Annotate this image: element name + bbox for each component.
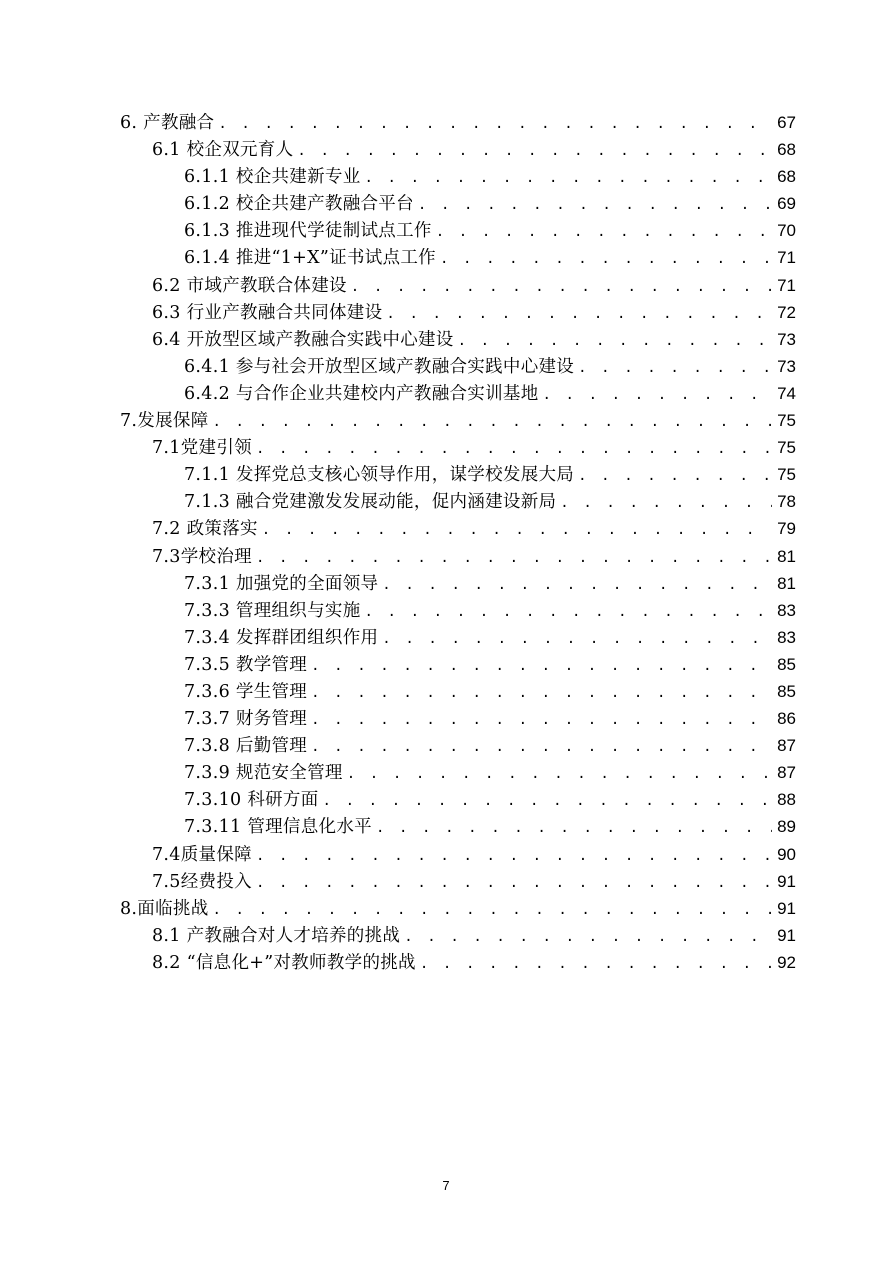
toc-entry[interactable] [0, 813, 892, 840]
toc-dot-leader [458, 328, 772, 355]
toc-entry-page: 70 [777, 221, 796, 241]
toc-dot-leader [218, 111, 772, 138]
toc-entry-page: 92 [777, 952, 796, 972]
toc-dot-leader [256, 870, 772, 897]
toc-dot-leader [351, 274, 772, 301]
toc-dot-leader [365, 599, 773, 626]
toc-entry[interactable] [0, 515, 892, 542]
toc-entry-page: 68 [777, 140, 796, 160]
toc-entry[interactable] [0, 868, 892, 895]
toc-dot-leader [420, 951, 772, 978]
toc-entry-title: 7.3.6 学生管理 [184, 681, 308, 702]
toc-dot-leader [256, 436, 772, 463]
toc-entry-title: 7.3.5 教学管理 [184, 654, 308, 675]
toc-entry[interactable] [0, 244, 892, 271]
toc-entry-title: 6.2 市域产教联合体建设 [152, 275, 347, 296]
toc-dot-leader [440, 246, 772, 273]
toc-entry[interactable] [0, 109, 892, 136]
toc-entry[interactable] [0, 841, 892, 868]
toc-entry-page: 75 [777, 438, 796, 458]
toc-entry-title: 7.3.10 科研方面 [184, 790, 319, 811]
toc-entry[interactable] [0, 380, 892, 407]
toc-dot-leader [382, 626, 772, 653]
toc-entry-page: 68 [777, 167, 796, 187]
toc-entry-title: 7.3.9 规范安全管理 [184, 763, 343, 784]
toc-entry[interactable] [0, 597, 892, 624]
toc-entry-page: 85 [777, 681, 796, 701]
toc-entry-page: 81 [777, 573, 796, 593]
toc-entry-title: 7.3.8 后勤管理 [184, 736, 308, 757]
toc-entry-title: 7.5经费投入 [152, 871, 252, 892]
toc-entry-title: 7.2 政策落实 [152, 519, 258, 540]
toc-entry-page: 86 [777, 709, 796, 729]
toc-dot-leader [365, 165, 773, 192]
toc-entry[interactable] [0, 272, 892, 299]
toc-entry-title: 6. 产教融合 [120, 113, 215, 133]
toc-entry[interactable] [0, 732, 892, 759]
toc-entry-page: 71 [777, 275, 796, 295]
toc-entry-title: 7.3学校治理 [152, 546, 252, 567]
toc-entry-page: 83 [777, 600, 796, 620]
toc-entry-title: 7.3.11 管理信息化水平 [184, 817, 372, 838]
toc-entry[interactable] [0, 461, 892, 488]
toc-entry[interactable] [0, 163, 892, 190]
toc-entry-page: 91 [777, 898, 796, 918]
toc-entry[interactable] [0, 136, 892, 163]
toc-entry-title: 6.1 校企双元育人 [152, 140, 294, 161]
toc-entry-title: 8.2 “信息化+”对教师教学的挑战 [152, 952, 416, 973]
toc-entry-page: 67 [777, 113, 796, 132]
toc-dot-leader [376, 815, 772, 842]
toc-dot-leader [213, 409, 773, 436]
toc-entry-title: 7.4质量保障 [152, 844, 252, 865]
toc-entry-title: 7.3.7 财务管理 [184, 709, 308, 730]
toc-entry-title: 6.4.2 与合作企业共建校内产教融合实训基地 [184, 383, 539, 404]
toc-dot-leader [404, 924, 772, 951]
toc-entry[interactable] [0, 949, 892, 976]
toc-dot-leader [382, 572, 772, 599]
toc-entry[interactable] [0, 299, 892, 326]
toc-entry[interactable] [0, 217, 892, 244]
toc-dot-leader [311, 680, 772, 707]
toc-entry[interactable] [0, 488, 892, 515]
toc-entry[interactable] [0, 570, 892, 597]
toc-entry-title: 6.1.4 推进“1+X”证书试点工作 [184, 248, 436, 269]
toc-entry-page: 75 [777, 465, 796, 485]
toc-entry-title: 6.4 开放型区域产教融合实践中心建设 [152, 329, 454, 350]
toc-dot-leader [262, 517, 772, 544]
toc-entry-page: 87 [777, 736, 796, 756]
toc-entry-page: 74 [777, 383, 796, 403]
toc-dot-leader [436, 219, 772, 246]
toc-entry[interactable] [0, 651, 892, 678]
toc-entry[interactable] [0, 326, 892, 353]
toc-dot-leader [347, 761, 772, 788]
toc-entry[interactable] [0, 759, 892, 786]
toc-entry-title: 6.1.3 推进现代学徒制试点工作 [184, 221, 432, 242]
toc-entry-title: 6.1.2 校企共建产教融合平台 [184, 194, 414, 215]
toc-entry-title: 7.3.4 发挥群团组织作用 [184, 627, 379, 648]
toc-dot-leader [297, 138, 772, 165]
toc-entry[interactable] [0, 624, 892, 651]
toc-entry[interactable] [0, 895, 892, 922]
toc-dot-leader [418, 192, 772, 219]
toc-entry[interactable] [0, 543, 892, 570]
toc-entry-page: 75 [777, 411, 796, 431]
toc-dot-leader [578, 355, 772, 382]
toc-entry-title: 6.4.1 参与社会开放型区域产教融合实践中心建设 [184, 356, 575, 377]
toc-entry-title: 7.3.1 加强党的全面领导 [184, 573, 379, 594]
toc-entry[interactable] [0, 434, 892, 461]
toc-entry-page: 83 [777, 627, 796, 647]
toc-dot-leader [578, 463, 772, 490]
toc-entry-title: 7.3.3 管理组织与实施 [184, 600, 361, 621]
toc-entry-page: 90 [777, 844, 796, 864]
toc-entry-page: 69 [777, 194, 796, 214]
toc-dot-leader [323, 788, 772, 815]
toc-entry[interactable] [0, 353, 892, 380]
toc-entry-page: 89 [777, 817, 796, 837]
toc-entry-title: 8.1 产教融合对人才培养的挑战 [152, 925, 401, 946]
toc-entry-title: 7.1.1 发挥党总支核心领导作用，谋学校发展大局 [184, 465, 575, 486]
table-of-contents [0, 109, 892, 976]
toc-entry-title: 7.发展保障 [120, 411, 209, 432]
toc-entry-page: 88 [777, 790, 796, 810]
toc-entry-page: 73 [777, 356, 796, 376]
toc-dot-leader [311, 707, 772, 734]
page-number: 7 [442, 1178, 450, 1193]
toc-entry[interactable] [0, 678, 892, 705]
toc-entry-title: 7.1.3 融合党建激发发展动能，促内涵建设新局 [184, 492, 557, 513]
toc-entry-page: 72 [777, 302, 796, 322]
toc-dot-leader [311, 734, 772, 761]
toc-entry-title: 6.3 行业产教融合共同体建设 [152, 302, 383, 323]
toc-entry-page: 71 [777, 248, 796, 268]
toc-entry-title: 8.面临挑战 [120, 898, 209, 919]
toc-entry-page: 85 [777, 654, 796, 674]
toc-dot-leader [543, 382, 773, 409]
toc-dot-leader [256, 545, 772, 572]
toc-entry[interactable] [0, 786, 892, 813]
toc-dot-leader [256, 843, 772, 870]
toc-dot-leader [311, 653, 772, 680]
toc-entry-page: 87 [777, 763, 796, 783]
toc-entry[interactable] [0, 705, 892, 732]
toc-entry-page: 91 [777, 871, 796, 891]
toc-entry-page: 78 [777, 492, 796, 512]
toc-entry[interactable] [0, 922, 892, 949]
toc-entry[interactable] [0, 407, 892, 434]
toc-entry-page: 73 [777, 329, 796, 349]
toc-entry-page: 91 [777, 925, 796, 945]
toc-entry-page: 79 [777, 519, 796, 539]
toc-dot-leader [386, 301, 772, 328]
toc-entry-page: 81 [777, 546, 796, 566]
toc-entry-title: 7.1党建引领 [152, 438, 252, 459]
toc-entry[interactable] [0, 190, 892, 217]
toc-dot-leader [560, 490, 772, 517]
toc-dot-leader [213, 897, 773, 924]
toc-entry-title: 6.1.1 校企共建新专业 [184, 167, 361, 188]
